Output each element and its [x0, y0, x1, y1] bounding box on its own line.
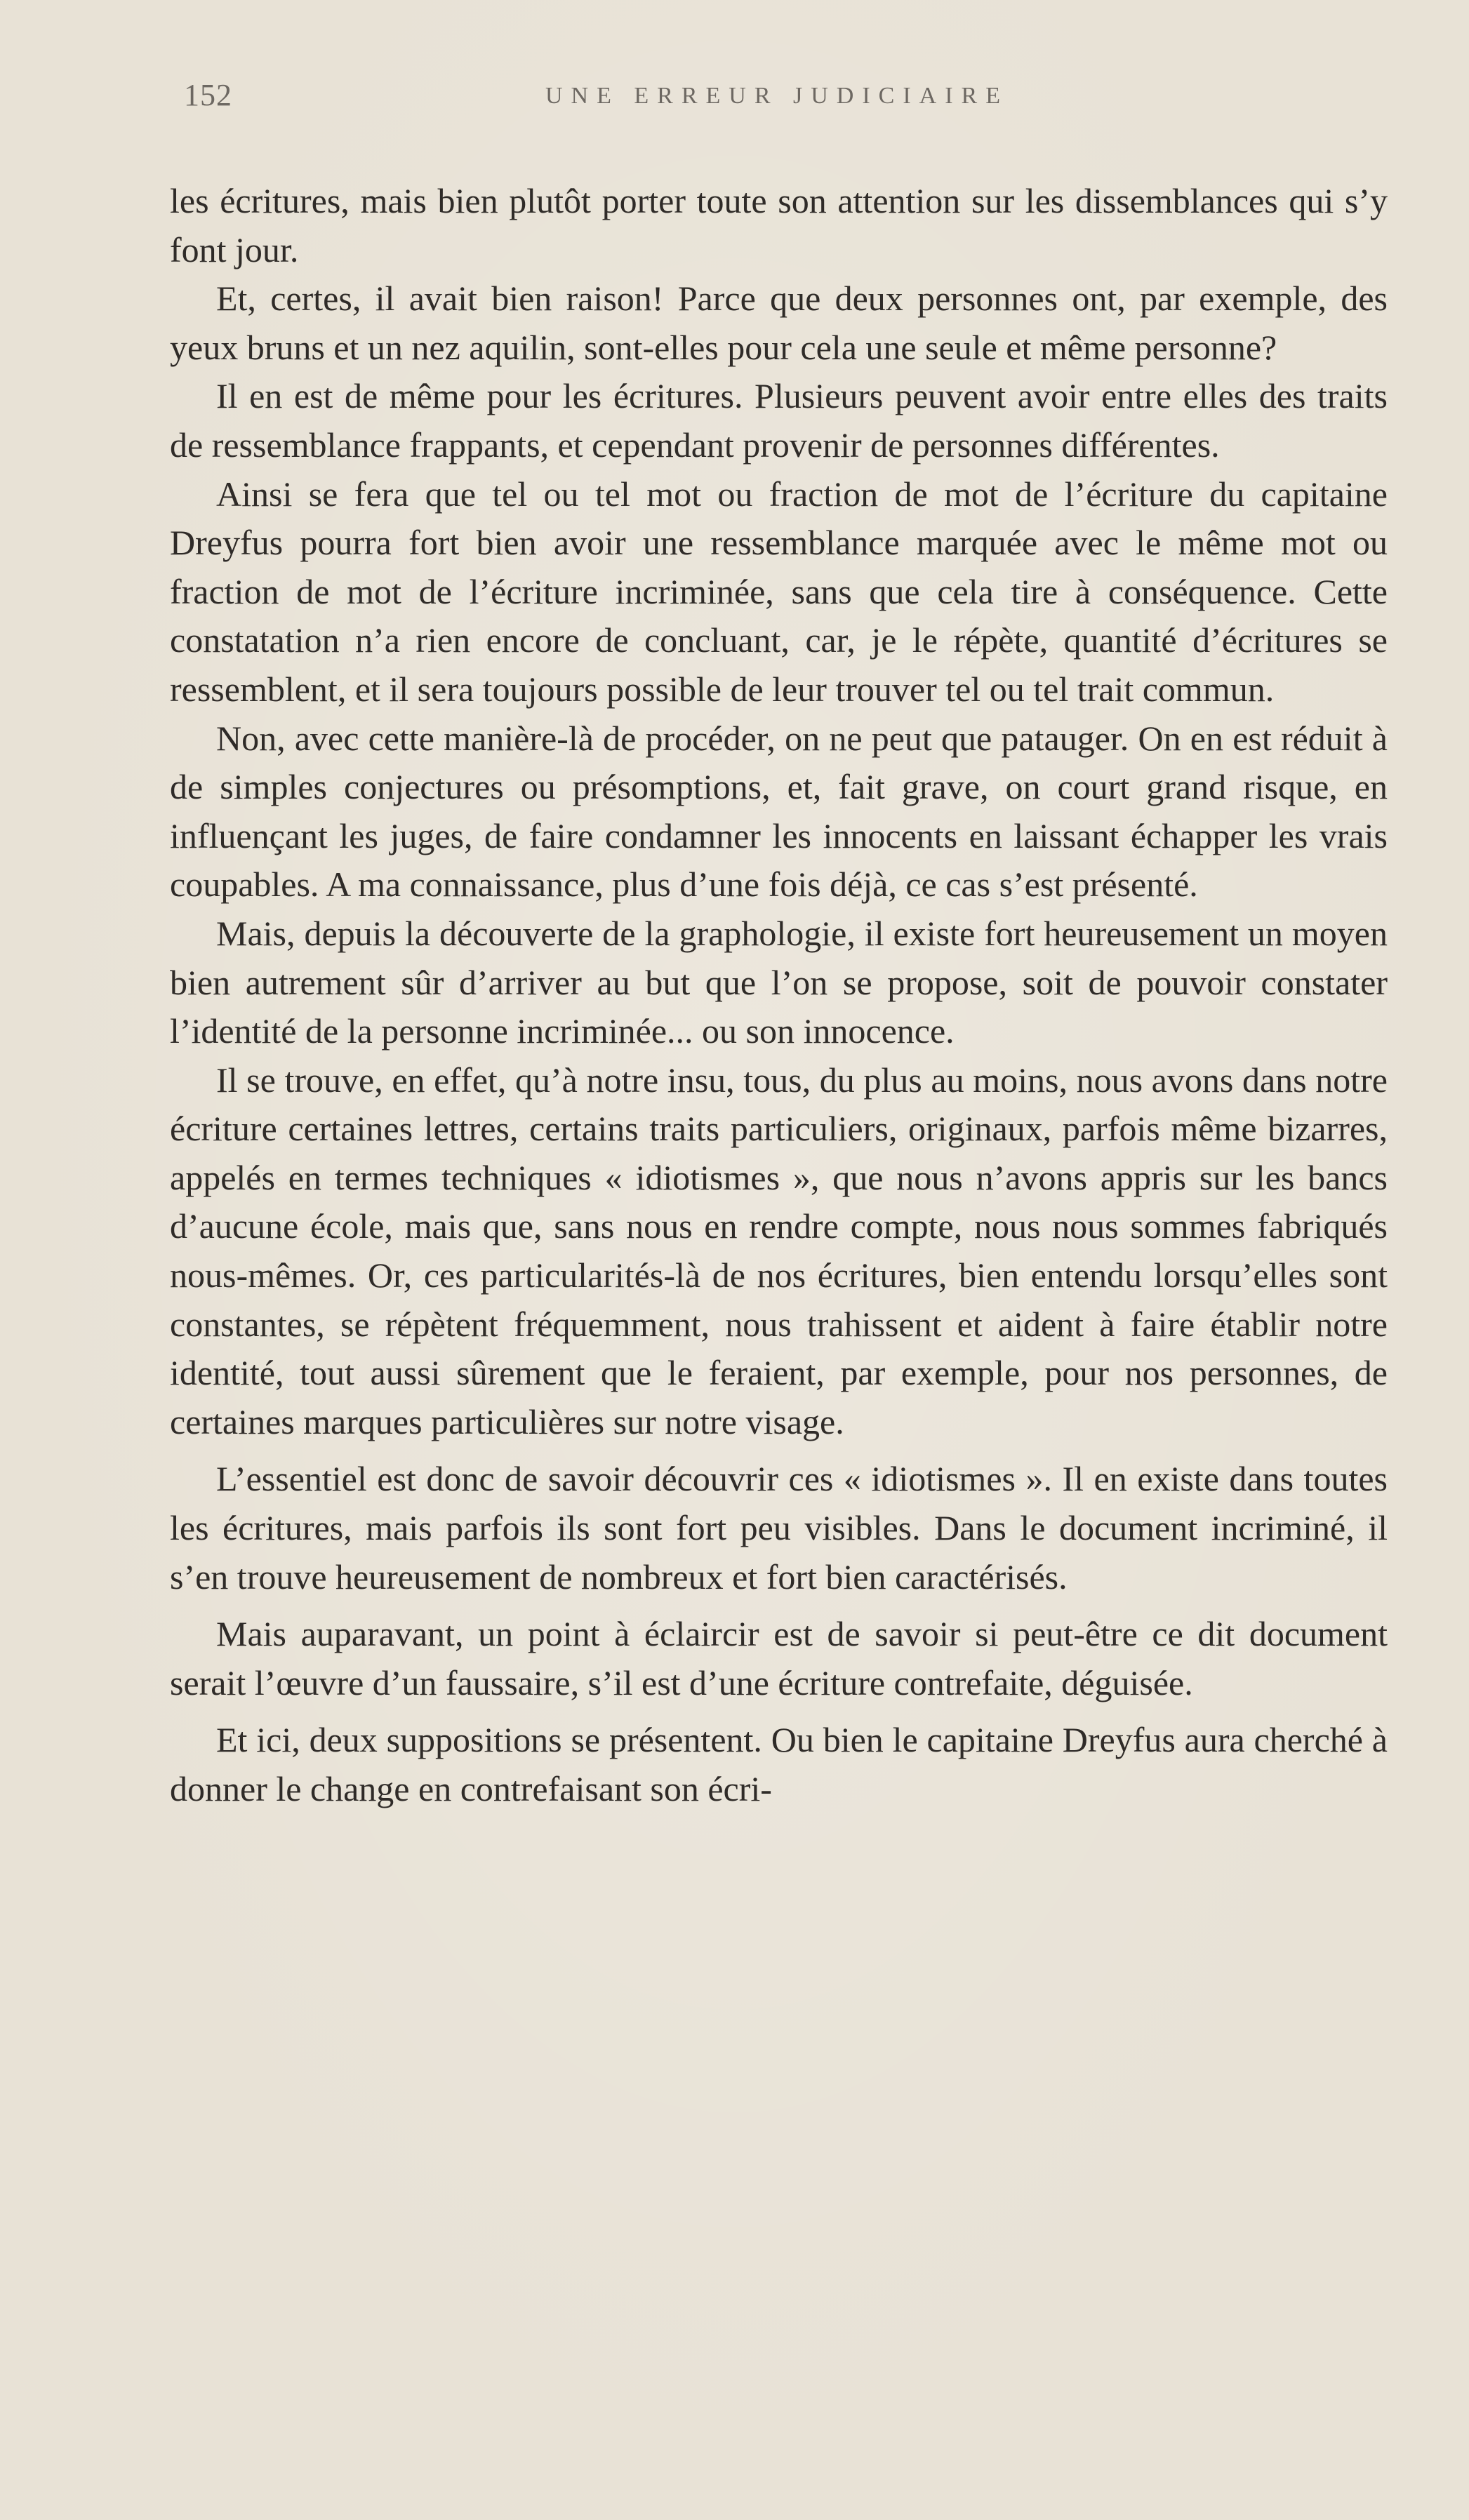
running-title: UNE ERREUR JUDICIAIRE [545, 83, 1009, 109]
paragraph-6: Mais, depuis la découverte de la graphologie, il existe fort heureusement un moyen bien autrement sûr d’arriver au but que l’on se propose, soit de pouvoir constater l’identité de la personne incriminée... ou son innocence. [170, 913, 1388, 1051]
paragraph-8: L’essentiel est donc de savoir découvrir ces « idiotismes ». Il en existe dans toutes les écritures, mais parfois ils sont fort peu visibles. Dans le document incriminé, il s’en trouve heureusement de nombreux et fort bien caractérisés. [170, 1459, 1388, 1596]
body-text [170, 177, 1388, 1814]
page-header [184, 77, 1384, 119]
paragraph-1: les écritures, mais bien plutôt porter toute son attention sur les dissemblances qui s’y font jour. [170, 181, 1388, 269]
paragraph-7: Il se trouve, en effet, qu’à notre insu, tous, du plus au moins, nous avons dans notre écriture certaines lettres, certains traits particuliers, originaux, parfois même bizarres, appelés en termes techniques « idiotismes », que nous n’avons appris sur les bancs d’aucune école, mais que, sans nous en rendre compte, nous nous sommes fabriqués nous-mêmes. Or, ces particularités-là de nos écritures, bien entendu lorsqu’elles sont constantes, se répètent fréquemment, nous trahissent et aident à faire établir notre identité, tout aussi sûrement que le feraient, par exemple, pour nos personnes, de certaines marques particulières sur notre visage. [170, 1060, 1388, 1441]
paragraph-5: Non, avec cette manière-là de procéder, on ne peut que patauger. On en est réduit à de simples conjectures ou présomptions, et, fait grave, on court grand risque, en influençant les juges, de faire condamner les innocents en laissant échapper les vrais coupables. A ma connaissance, plus d’une fois déjà, ce cas s’est présenté. [170, 718, 1388, 905]
paragraph-2: Et, certes, il avait bien raison! Parce que deux personnes ont, par exemple, des yeux bruns et un nez aquilin, sont-elles pour cela une seule et même personne? [170, 279, 1388, 367]
paragraph-4: Ainsi se fera que tel ou tel mot ou fraction de mot de l’écriture du capitaine Dreyfus pourra fort bien avoir une ressemblance marquée avec le même mot ou fraction de mot de l’écriture incriminée, sans que cela tire à conséquence. Cette constatation n’a rien encore de concluant, car, je le répète, quantité d’écritures se ressemblent, et il sera toujours possible de leur trouver tel ou tel trait commun. [170, 474, 1388, 709]
paragraph-10: Et ici, deux suppositions se présentent. Ou bien le capitaine Dreyfus aura cherché à donner le change en contrefaisant son écri- [170, 1720, 1388, 1808]
page-number: 152 [184, 78, 232, 112]
paragraph-9: Mais auparavant, un point à éclaircir est de savoir si peut-être ce dit document serait l’œuvre d’un faussaire, s’il est d’une écriture contrefaite, déguisée. [170, 1614, 1388, 1702]
paragraph-3: Il en est de même pour les écritures. Plusieurs peuvent avoir entre elles des traits de ressemblance frappants, et cependant provenir de personnes différentes. [170, 376, 1388, 465]
